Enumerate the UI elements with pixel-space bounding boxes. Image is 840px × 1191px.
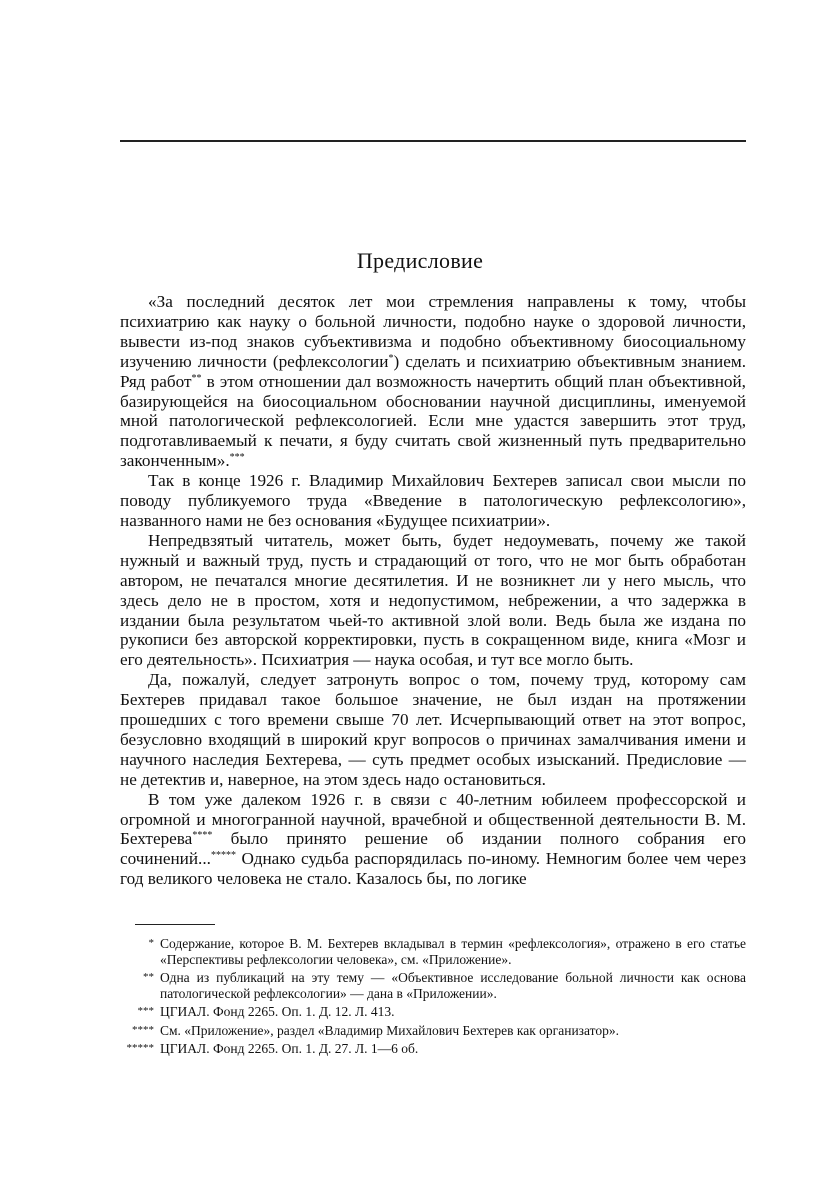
paragraph (120, 471, 746, 531)
paragraph-text: Непредвзятый читатель, может быть, будет недоумевать, почему же такой нужный и важный труд, пусть и страдающий от того, что не мог быть обработан автором, не печатался многие десятилетия. И не возникнет ли у него мысль, что здесь дело не в простом, хотя и недопустимом, небрежении, а что задержка в издании была результатом чьей-то активной злой воли. Ведь была же издана по рукописи без авторской корректировки, пусть в сокращенном виде, книга «Мозг и его деятельность». Психиатрия — наука особая, и тут все могло быть. (120, 530, 746, 670)
paragraph (120, 531, 746, 670)
footnote (120, 936, 746, 967)
footnote-ref: *** (229, 452, 245, 464)
paragraph-text: ) сделать и психиатрию объективным знанием. Ряд работ (120, 351, 746, 391)
footnote-rule (135, 924, 215, 925)
footnote-mark: *** (137, 1005, 154, 1017)
paragraph (120, 790, 746, 890)
footnote (120, 1041, 746, 1057)
footnote-ref: * (388, 352, 394, 364)
footnote-text: Одна из публикаций на эту тему — «Объективное исследование больной личности как основа патологической рефлексологии» — дана в «Приложении». (160, 970, 746, 1001)
footnote-ref: ***** (210, 850, 236, 862)
footnote (120, 1004, 746, 1020)
footnote-text: См. «Приложение», раздел «Владимир Михайлович Бехтерев как организатор». (160, 1022, 619, 1038)
paragraph-text: В том уже далеком 1926 г. в связи с 40-летним юбилеем профессорской и огромной и многогранной научной, врачебной и общественной деятельности В. М. Бехтерева (120, 789, 746, 849)
paragraph (120, 670, 746, 789)
footnote (120, 970, 746, 1001)
footnote-mark: **** (132, 1023, 154, 1036)
paragraph-text: было принято решение об издании полного собрания его сочинений... (120, 829, 746, 869)
footnote-text: Содержание, которое В. М. Бехтерев вкладывал в термин «рефлексология», отражено в его статье «Перспективы рефлексологии человека», см. «Приложение». (160, 936, 746, 967)
footnote-mark: * (148, 937, 154, 949)
paragraph-text: Да, пожалуй, следует затронуть вопрос о том, почему труд, которому сам Бехтерев придавал такое большое значение, не был издан на протяжении прошедших с того времени свыше 70 лет. Исчерпывающий ответ на этот вопрос, безусловно входящий в широкий круг вопросов о причинах замалчивания имени и научного наследия Бехтерева, — суть предмет особых изысканий. Предисловие — не детектив и, наверное, на этом здесь надо остановиться. (120, 670, 746, 789)
paragraph-text: «За последний десяток лет мои стремления направлены к тому, чтобы психиатрию как науку о больной личности, подобно науке о здоровой личности, вывести из-под знаков субъективизма и подобно объективному биосоциальному изучению личности (рефлексологии (120, 292, 746, 371)
top-rule (120, 140, 746, 142)
paragraph-text: Так в конце 1926 г. Владимир Михайлович Бехтерев записал свои мысли по поводу публикуемого труда «Введение в патологическую рефлексологию», названного нами не без основания «Будущее психиатрии». (120, 471, 746, 530)
body-text (120, 292, 746, 889)
footnote (120, 1023, 746, 1039)
paragraph (120, 292, 746, 471)
footnote-ref: **** (192, 830, 213, 842)
footnote-text: ЦГИАЛ. Фонд 2265. Оп. 1. Д. 27. Л. 1—6 об. (160, 1041, 419, 1056)
paragraph-text: Однако судьба распорядилась по-иному. Немногим более чем через год великого человека не стало. Казалось бы, по логике (120, 849, 746, 889)
paragraph-text: в этом отношении дал возможность начертить общий план объективной, базирующейся на биосоциальном обосновании научной дисциплины, именуемой мной патологической рефлексологией. Если мне удастся завершить этот труд, подготавливаемый к печати, я буду считать свой жизненный путь предварительно законченным». (120, 371, 746, 471)
page-title: Предисловие (356, 248, 484, 273)
footnotes (120, 936, 746, 1060)
footnote-mark: ***** (126, 1042, 154, 1054)
footnote-ref: ** (191, 372, 202, 384)
footnote-mark: ** (143, 971, 154, 983)
footnote-text: ЦГИАЛ. Фонд 2265. Оп. 1. Д. 12. Л. 413. (160, 1004, 395, 1019)
